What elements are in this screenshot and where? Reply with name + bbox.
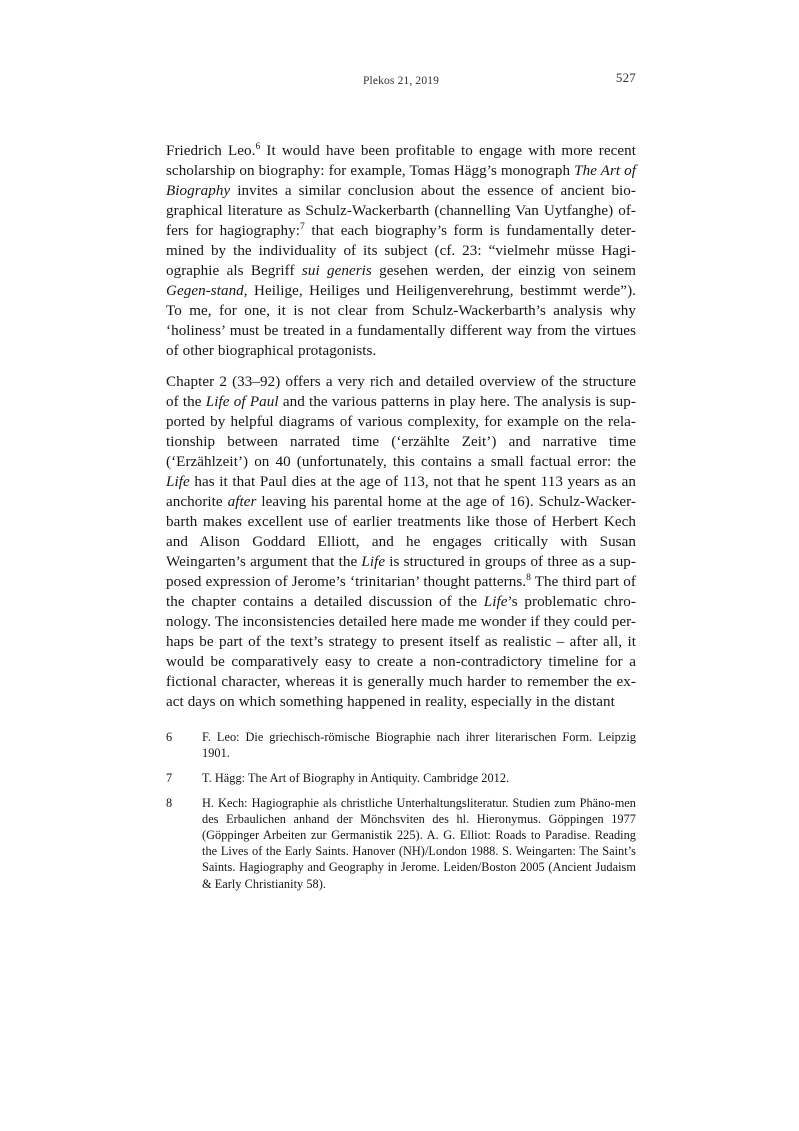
body-paragraph: Friedrich Leo.$^6$ It would have been profitable to engage with more recent scholarship on biography: for example, Tomas Hägg’s monograph The Art of Biography invites a similar conclusion about the essence of ancient bio-graphical literature as Schulz-Wackerbarth (channelling Van Uytfanghe) of-fers for hagiography:$^7$ that each biography’s form is fundamentally deter-mined by the individuality of its subject (cf. 23: “vielmehr müsse Hagi-ographie als Begriff sui generis gesehen werden, der einzig von seinem Gegen-stand, Heilige, Heiliges und Heiligenverehrung, bestimmt werde”). To me, for one, it is not clear from Schulz-Wackerbarth’s analysis why ‘holiness’ must be treated in a fundamentally different way from the virtues of other biographical protagonists. <box>166 140 636 360</box>
footnote-number: 7 <box>166 770 173 785</box>
page-number: 527 <box>615 70 636 85</box>
footnote-text: F. Leo: Die griechisch-römische Biographie nach ihrer literarischen Form. Leipzig 1901. <box>202 730 636 761</box>
footnote-entry <box>166 729 636 761</box>
footnote-text: H. Kech: Hagiographie als christliche Unterhaltungsliteratur. Studien zum Phäno-men des Erbaulichen anhand der Mönchsviten des hl. Hieronymus. Göppingen 1977 (Göppinger Arbeiten zur Germanistik 225). A. G. Elliot: Roads to Paradise. Reading the Lives of the Early Saints. Hanover (NH)/London 1988. S. Weingarten: The Saint’s Saints. Hagiography and Geography in Jerome. Leiden/Boston 2005 (Ancient Judaism & Early Christianity 58). <box>202 795 636 891</box>
running-head-journal-issue: Plekos 21, 2019 <box>362 75 440 87</box>
running-head <box>166 70 636 92</box>
footnote-section <box>166 729 636 892</box>
footnote-text: T. Hägg: The Art of Biography in Antiquity. Cambridge 2012. <box>202 770 510 785</box>
body-paragraph: Chapter 2 (33–92) offers a very rich and detailed overview of the structure of the Life of Paul and the various patterns in play here. The analysis is sup-ported by helpful diagrams of various complexity, for example on the rela-tionship between narrated time (‘erzählte Zeit’) and narrative time (‘Erzählzeit’) on 40 (unfortunately, this contains a small factual error: the Life has it that Paul dies at the age of 113, not that he spent 113 years as an anchorite after leaving his parental home at the age of 16). Schulz-Wacker-barth makes excellent use of earlier treatments like those of Herbert Kech and Alison Goddard Elliott, and he engages critically with Susan Weingarten’s argument that the Life is structured in groups of three as a sup-posed expression of Jerome’s ‘trinitarian’ thought patterns.$^8$ The third part of the chapter contains a detailed discussion of the Life’s problematic chro-nology. The inconsistencies detailed here made me wonder if they could per-haps be part of the text’s strategy to present itself as realistic – after all, it would be comparatively easy to create a non-contradictory timeline for a fictional character, whereas it is generally much harder to remember the ex-act days on which something happened in reality, especially in the distant <box>166 373 636 711</box>
body-text <box>166 141 636 712</box>
footnote-number: 6 <box>166 730 173 744</box>
footnote-entry <box>166 770 636 786</box>
footnote-entry <box>166 795 636 892</box>
footnote-number: 8 <box>166 795 173 810</box>
